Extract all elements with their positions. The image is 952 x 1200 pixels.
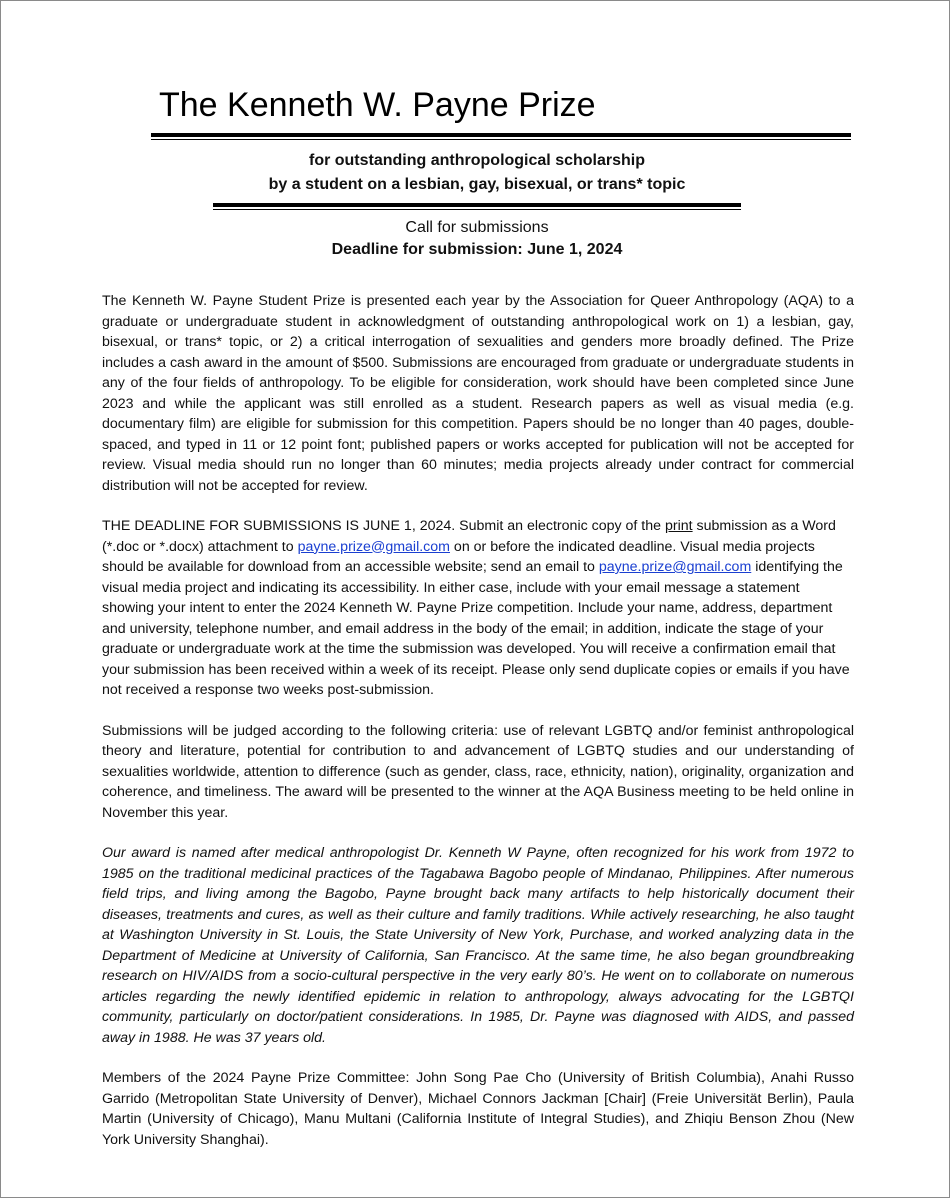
committee-members-paragraph: Members of the 2024 Payne Prize Committee: John Song Pae Cho (University of British Columbia), Anahi Russo Garrido (Metropolitan State University of Denver), Michael Connors Jackman [Chair] (Freie Universität Berlin), Paula Martin (University of Chicago), Manu Multani (California Institute of Integral Studies), and Zhiqiu Benson Zhou (New York University Shanghai).	[102, 1070, 854, 1148]
divider-thick-line	[213, 203, 741, 207]
deadline-text: Deadline for submission: June 1, 2024	[331, 241, 623, 258]
subtitle	[151, 149, 803, 197]
call-heading: Call for submissions	[405, 219, 549, 236]
judging-criteria-paragraph: Submissions will be judged according to the following criteria: use of relevant LGBTQ and/or feminist anthropological theory and literature, potential for contribution to and advancement of LGBTQ studies and our understanding of sexualities worldwide, attention to difference (such as gender, class, race, ethnicity, nation), originality, organization and coherence, and timeliness. The award will be presented to the winner at the AQA Business meeting to be held online in November this year.	[102, 722, 854, 821]
email-link-2[interactable]: payne.prize@gmail.com	[598, 559, 752, 575]
subtitle-line-2: by a student on a lesbian, gay, bisexual, or trans* topic	[268, 176, 686, 193]
print-word: print	[664, 518, 693, 534]
subtitle-divider	[213, 203, 741, 210]
instructions-text-4: identifying the visual media project and indicating its accessibility. In either case, include with your email message a statement showing your intent to enter the 2024 Kenneth W. Payne Prize competition. Include your name, address, department and university, telephone number, and email address in the body of the email; in addition, indicate the stage of your graduate or undergraduate work at the time the submission was developed. You will receive a confirmation email that your submission has been received within a week of its receipt. Please only send duplicate copies or emails if you have not received a response two weeks post-submission.	[102, 559, 850, 698]
instructions-text-3: on or before the indicated deadline. Visual media projects should be available for download from an accessible website; send an email to	[102, 538, 815, 575]
instructions-text-2: submission as a Word (*.doc or *.docx) attachment to	[102, 518, 836, 555]
page-title: The Kenneth W. Payne Prize	[159, 86, 596, 124]
title-divider	[151, 133, 851, 140]
divider-thick-line	[151, 133, 851, 137]
submission-instructions-paragraph	[102, 516, 854, 701]
call-for-submissions	[151, 217, 803, 261]
divider-thin-line	[151, 139, 851, 140]
document-body	[102, 291, 854, 1170]
prize-description-paragraph: The Kenneth W. Payne Student Prize is presented each year by the Association for Queer Anthropology (AQA) to a graduate or undergraduate student in acknowledgment of outstanding anthropological work on 1) a lesbian, gay, bisexual, or trans* topic, or 2) a critical interrogation of sexualities and genders more broadly defined. The Prize includes a cash award in the amount of $500. Submissions are encouraged from graduate or undergraduate students in any of the four fields of anthropology. To be eligible for consideration, work should have been completed since June 2023 and while the applicant was still enrolled as a student. Research papers as well as visual media (e.g. documentary film) are eligible for submission for this competition. Papers should be no longer than 40 pages, double-spaced, and typed in 11 or 12 point font; published papers or works accepted for publication will not be accepted for review. Visual media should run no longer than 60 minutes; media projects already under contract for commercial distribution will not be accepted for review.	[102, 293, 854, 494]
instructions-text-1: THE DEADLINE FOR SUBMISSIONS IS JUNE 1, 2024. Submit an electronic copy of the	[102, 518, 665, 534]
divider-thin-line	[213, 209, 741, 210]
subtitle-line-1: for outstanding anthropological scholarship	[308, 152, 645, 169]
email-link-1[interactable]: payne.prize@gmail.com	[297, 538, 450, 555]
biography-paragraph: Our award is named after medical anthropologist Dr. Kenneth W Payne, often recognized for his work from 1972 to 1985 on the traditional medicinal practices of the Tagabawa Bagobo people of Mindanao, Philippines. After numerous field trips, and living among the Bagobo, Payne brought back many artifacts to help historically document their diseases, treatments and cures, as well as their culture and family traditions. While actively researching, he also taught at Washington University in St. Louis, the State University of New York, Purchase, and worked analyzing data in the Department of Medicine at University of California, San Francisco. At the same time, he also began groundbreaking research on HIV/AIDS from a socio-cultural perspective in the very early 80’s. He went on to collaborate on numerous articles regarding the newly identified epidemic in relation to anthropology, always advocating for the LGBTQI community, particularly on doctor/patient considerations. In 1985, Dr. Payne was diagnosed with AIDS, and passed away in 1988. He was 37 years old.	[102, 845, 854, 1046]
